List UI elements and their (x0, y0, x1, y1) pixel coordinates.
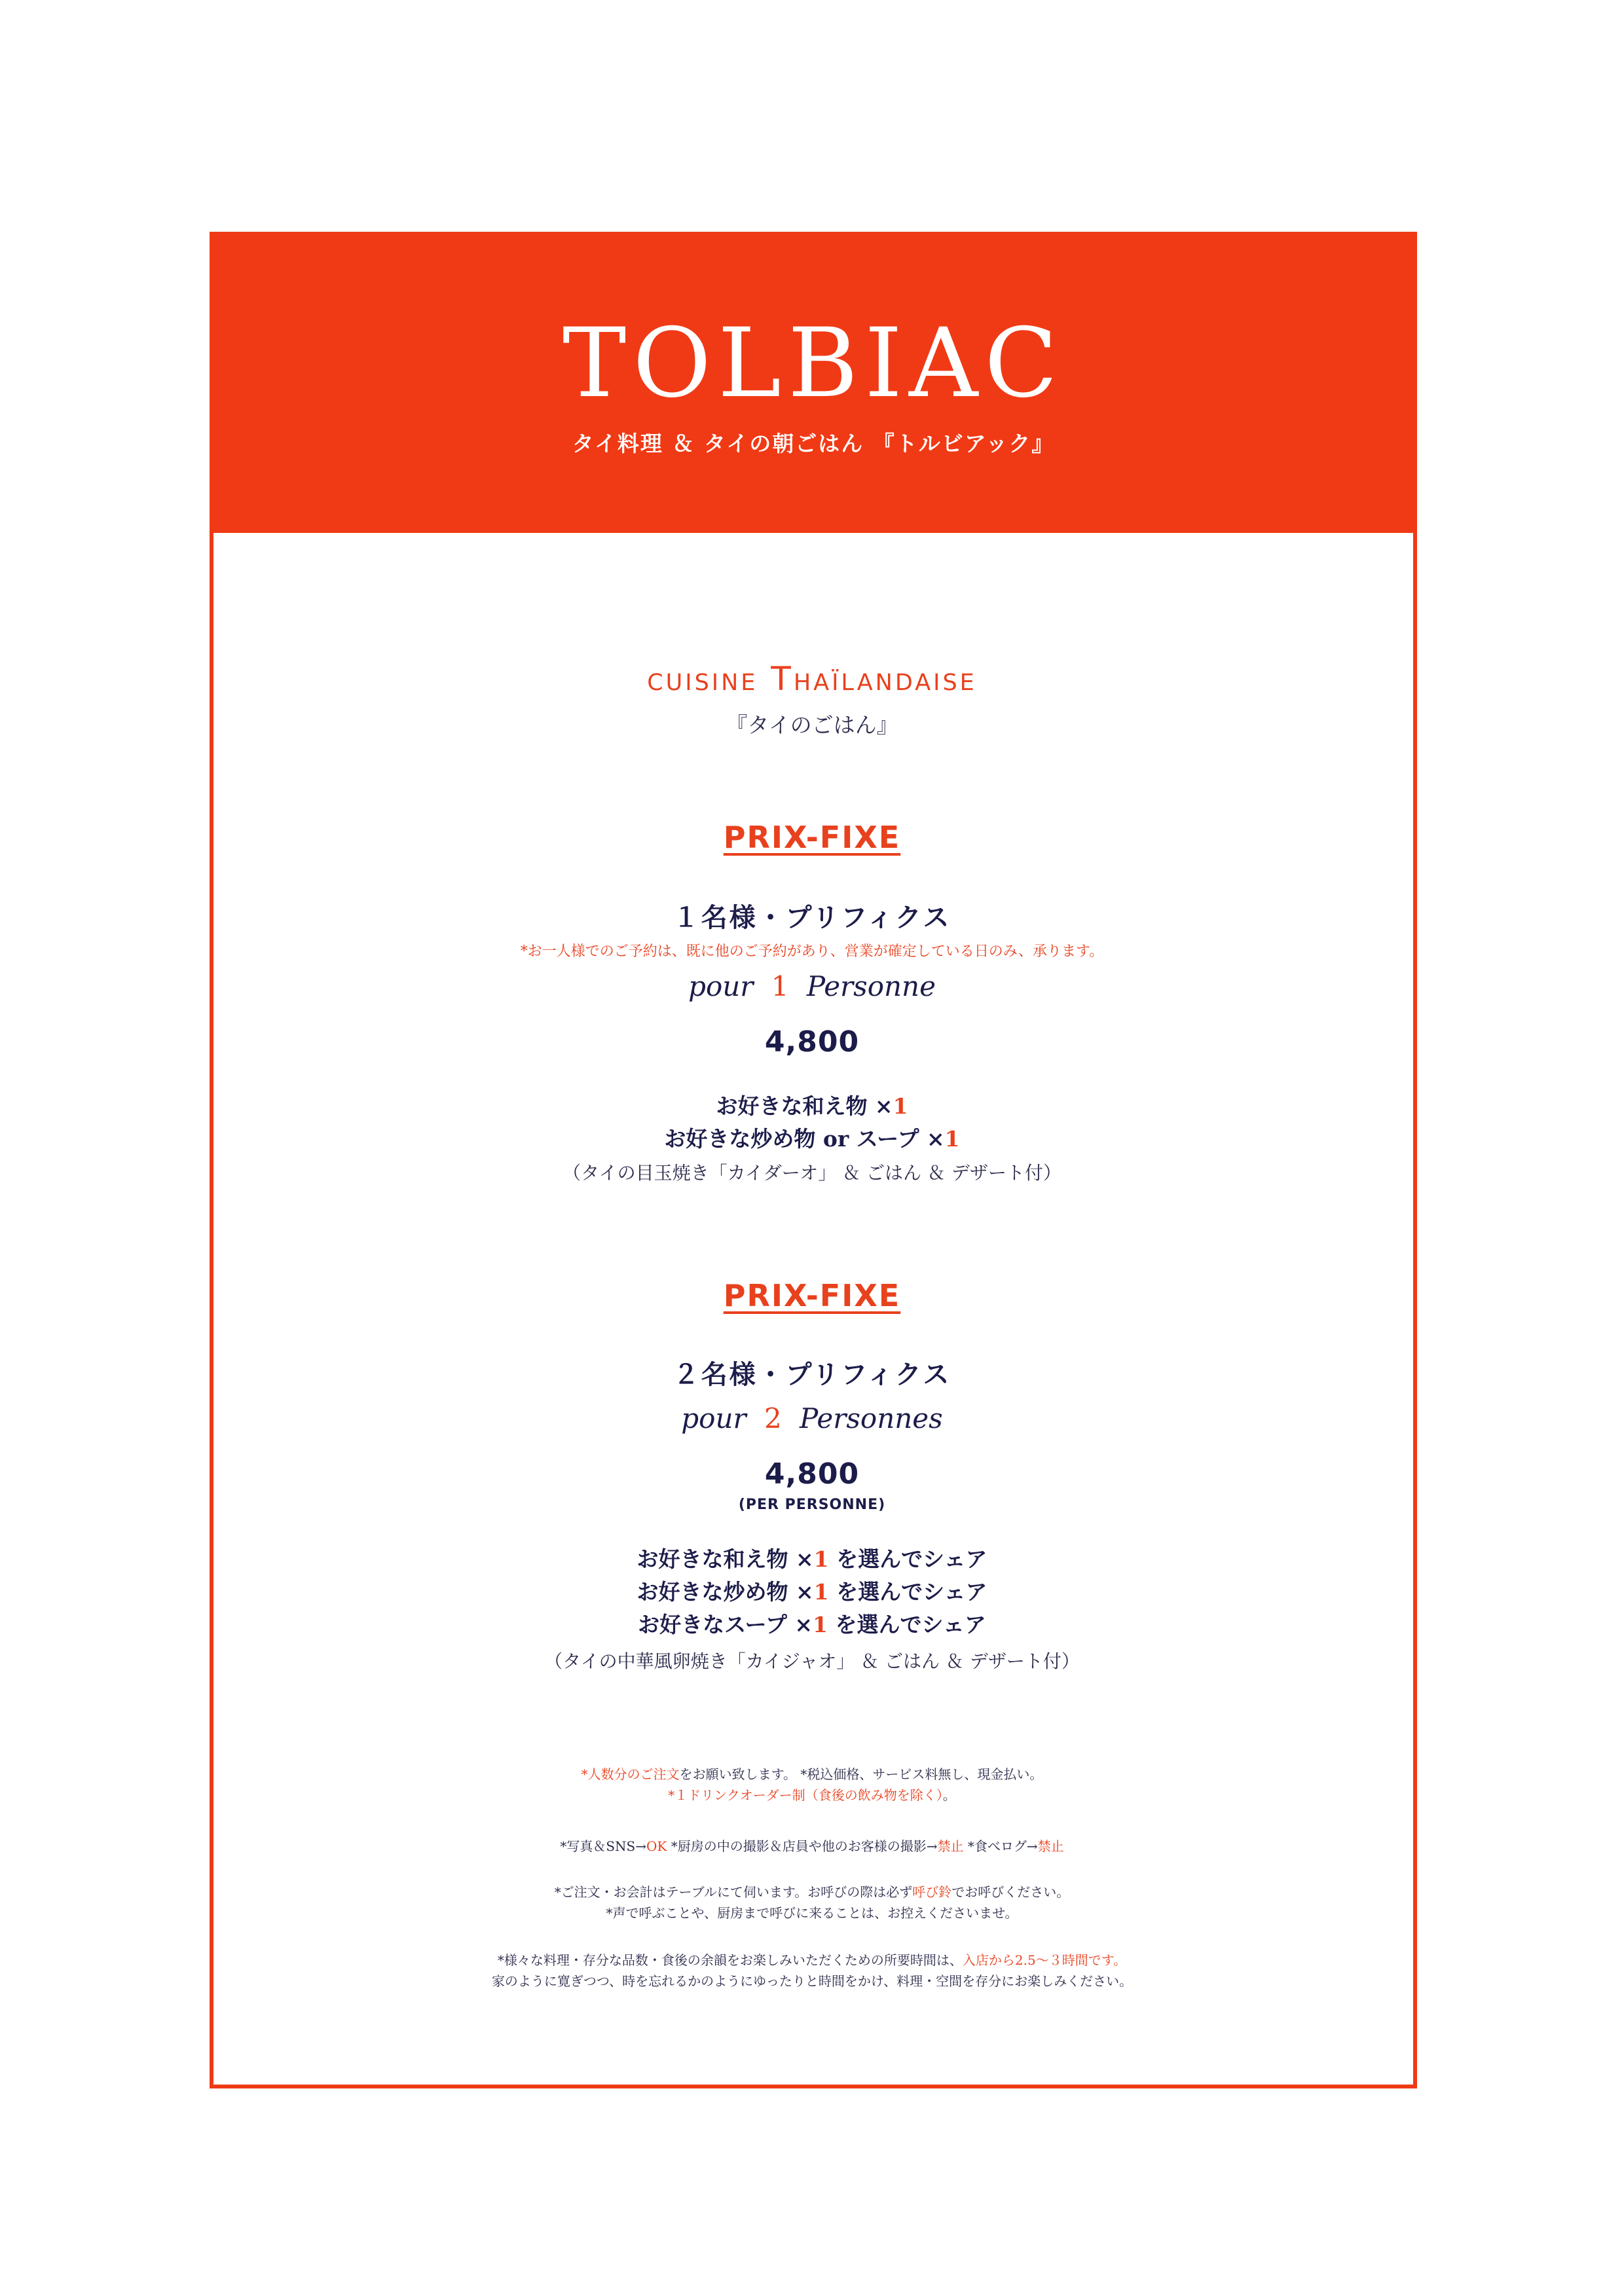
set2-pour (0, 1402, 1624, 1434)
note-text: *ご注文・お会計はテーブルにて伺います。お呼びの際は必ず (554, 1884, 913, 1900)
item-qty: 1 (813, 1612, 828, 1637)
set1-item-2 (0, 1122, 1624, 1153)
note-mark: * (581, 1766, 588, 1782)
note-highlight: 禁止 (1037, 1838, 1064, 1854)
prix-fixe-heading: PRIX-FIXE (723, 1278, 901, 1313)
note-text: *食べログ→ (963, 1838, 1038, 1854)
set2-heading (0, 1278, 1624, 1313)
footer-note-5: *声で呼ぶことや、厨房まで呼びに来ることは、お控えくださいませ。 (606, 1905, 1018, 1921)
note-highlight: OK (646, 1838, 667, 1854)
set2-item-2 (0, 1575, 1624, 1606)
pour-number: 1 (771, 970, 789, 1002)
set2-per-person: (PER PERSONNE) (738, 1497, 886, 1513)
brand-title: TOLBIAC (562, 308, 1065, 419)
set1-note: *お一人様でのご予約は、既に他のご予約があり、営業が確定している日のみ、承ります。 (520, 943, 1104, 960)
set1-price: 4,800 (764, 1025, 860, 1059)
item-suffix: を選んでシェア (828, 1579, 987, 1605)
footer-note-1 (0, 1764, 1624, 1783)
pour-number: 2 (764, 1402, 782, 1434)
note-text: をお願い致します。 *税込価格、サービス料無し、現金払い。 (679, 1766, 1043, 1782)
item-qty: 1 (893, 1093, 908, 1119)
note-text: *様々な料理・存分な品数・食後の余韻をお楽しみいただくための所要時間は、 (497, 1952, 963, 1968)
note-text: *写真＆SNS→ (560, 1838, 647, 1854)
note-highlight: １ドリンクオーダー制（食後の飲み物を除く） (674, 1787, 943, 1803)
set1-heading (0, 820, 1624, 855)
pour-suffix: Personne (806, 970, 936, 1002)
set2-includes: （タイの中華風卵焼き「カイジャオ」 ＆ ごはん ＆ デザート付） (544, 1650, 1080, 1672)
brand-tagline: タイ料理 ＆ タイの朝ごはん 『トルビアック』 (572, 431, 1055, 456)
set1-item-1 (0, 1089, 1624, 1120)
item-suffix: を選んでシェア (828, 1546, 987, 1572)
footer-note-6 (0, 1950, 1624, 1969)
item-text: お好きな炒め物 or スープ × (664, 1126, 945, 1152)
note-highlight: 禁止 (937, 1838, 964, 1854)
pour-prefix: pour (681, 1402, 747, 1434)
note-text: 。 (942, 1787, 956, 1803)
note-highlight: 入店から2.5〜３時間です。 (962, 1952, 1127, 1968)
item-qty: 1 (813, 1579, 829, 1605)
set2-item-1 (0, 1542, 1624, 1573)
item-text: お好きなスープ × (638, 1612, 813, 1637)
set1-pour (0, 970, 1624, 1002)
note-text: *厨房の中の撮影＆店員や他のお客様の撮影→ (667, 1838, 938, 1854)
note-text: でお呼びください。 (951, 1884, 1070, 1900)
note-mark: * (668, 1787, 675, 1803)
set2-item-3 (0, 1608, 1624, 1639)
set2-price: 4,800 (764, 1457, 860, 1491)
item-text: お好きな炒め物 × (637, 1579, 814, 1605)
note-highlight: 呼び鈴 (912, 1884, 952, 1900)
prix-fixe-heading: PRIX-FIXE (723, 820, 901, 855)
item-text: お好きな和え物 × (637, 1546, 814, 1572)
cuisine-title: cuisine Thaïlandaise (647, 660, 977, 698)
pour-suffix: Personnes (800, 1402, 943, 1434)
item-qty: 1 (944, 1126, 960, 1152)
header-banner (213, 236, 1413, 533)
item-text: お好きな和え物 × (716, 1093, 893, 1119)
set2-title: ２名様・プリフィクス (673, 1359, 951, 1390)
footer-note-2 (0, 1785, 1624, 1804)
item-qty: 1 (813, 1546, 829, 1572)
note-highlight: 人数分のご注文 (587, 1766, 680, 1782)
item-suffix: を選んでシェア (827, 1612, 986, 1637)
footer-note-4 (0, 1882, 1624, 1901)
set1-includes: （タイの目玉焼き「カイダーオ」 ＆ ごはん ＆ デザート付） (563, 1162, 1061, 1184)
set1-title: １名様・プリフィクス (673, 902, 951, 933)
cuisine-subtitle: 『タイのごはん』 (726, 712, 898, 738)
pour-prefix: pour (688, 970, 754, 1002)
footer-note-3 (0, 1836, 1624, 1855)
footer-note-7: 家のように寛ぎつつ、時を忘れるかのようにゆったりと時間をかけ、料理・空間を存分にお楽しみください。 (491, 1973, 1133, 1989)
